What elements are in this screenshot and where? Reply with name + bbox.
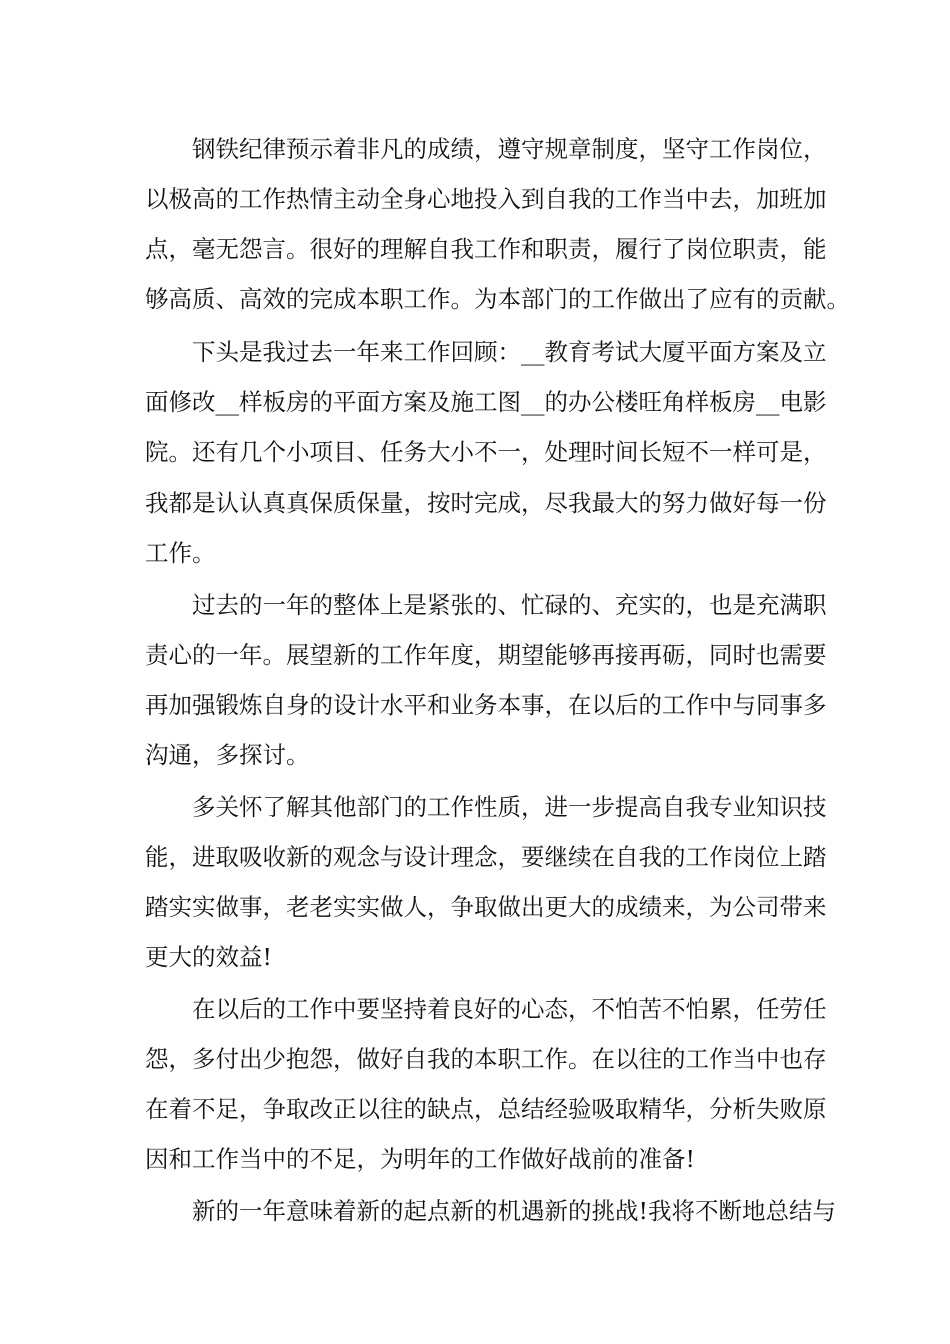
paragraph-2-line-4: 我都是认认真真保质保量，按时完成，尽我最大的努力做好每一份 — [145, 489, 827, 517]
paragraph-4-line-1: 多关怀了解其他部门的工作性质，进一步提高自我专业知识技 — [192, 793, 827, 821]
paragraph-1-line-1: 钢铁纪律预示着非凡的成绩，遵守规章制度，坚守工作岗位， — [192, 135, 827, 163]
paragraph-3-line-3: 再加强锻炼自身的设计水平和业务本事，在以后的工作中与同事多 — [145, 691, 827, 719]
paragraph-2-line-1: 下头是我过去一年来工作回顾：__教育考试大厦平面方案及立 — [192, 338, 827, 366]
paragraph-5-line-1: 在以后的工作中要坚持着良好的心态，不怕苦不怕累，任劳任 — [192, 995, 827, 1023]
paragraph-5-line-4: 因和工作当中的不足，为明年的工作做好战前的准备! — [145, 1145, 695, 1173]
paragraph-2-line-5: 工作。 — [145, 539, 216, 567]
paragraph-2-line-2: 面修改__样板房的平面方案及施工图__的办公楼旺角样板房__电影 — [145, 388, 827, 416]
paragraph-1-line-2: 以极高的工作热情主动全身心地投入到自我的工作当中去，加班加 — [145, 185, 827, 213]
paragraph-4-line-4: 更大的效益! — [145, 943, 272, 971]
paragraph-4-line-3: 踏实实做事，老老实实做人，争取做出更大的成绩来，为公司带来 — [145, 893, 827, 921]
paragraph-1-line-3: 点，毫无怨言。很好的理解自我工作和职责，履行了岗位职责，能 — [145, 235, 827, 263]
paragraph-5-line-2: 怨，多付出少抱怨，做好自我的本职工作。在以往的工作当中也存 — [145, 1045, 827, 1073]
paragraph-3-line-4: 沟通，多探讨。 — [145, 741, 310, 769]
paragraph-6-line-1: 新的一年意味着新的起点新的机遇新的挑战!我将不断地总结与 — [192, 1197, 836, 1225]
paragraph-3-line-1: 过去的一年的整体上是紧张的、忙碌的、充实的，也是充满职 — [192, 591, 827, 619]
paragraph-3-line-2: 责心的一年。展望新的工作年度，期望能够再接再砺，同时也需要 — [145, 641, 827, 669]
paragraph-4-line-2: 能，进取吸收新的观念与设计理念，要继续在自我的工作岗位上踏 — [145, 843, 827, 871]
paragraph-5-line-3: 在着不足，争取改正以往的缺点，总结经验吸取精华，分析失败原 — [145, 1095, 827, 1123]
paragraph-1-line-4: 够高质、高效的完成本职工作。为本部门的工作做出了应有的贡献。 — [145, 285, 850, 313]
paragraph-2-line-3: 院。还有几个小项目、任务大小不一，处理时间长短不一样可是， — [145, 438, 827, 466]
